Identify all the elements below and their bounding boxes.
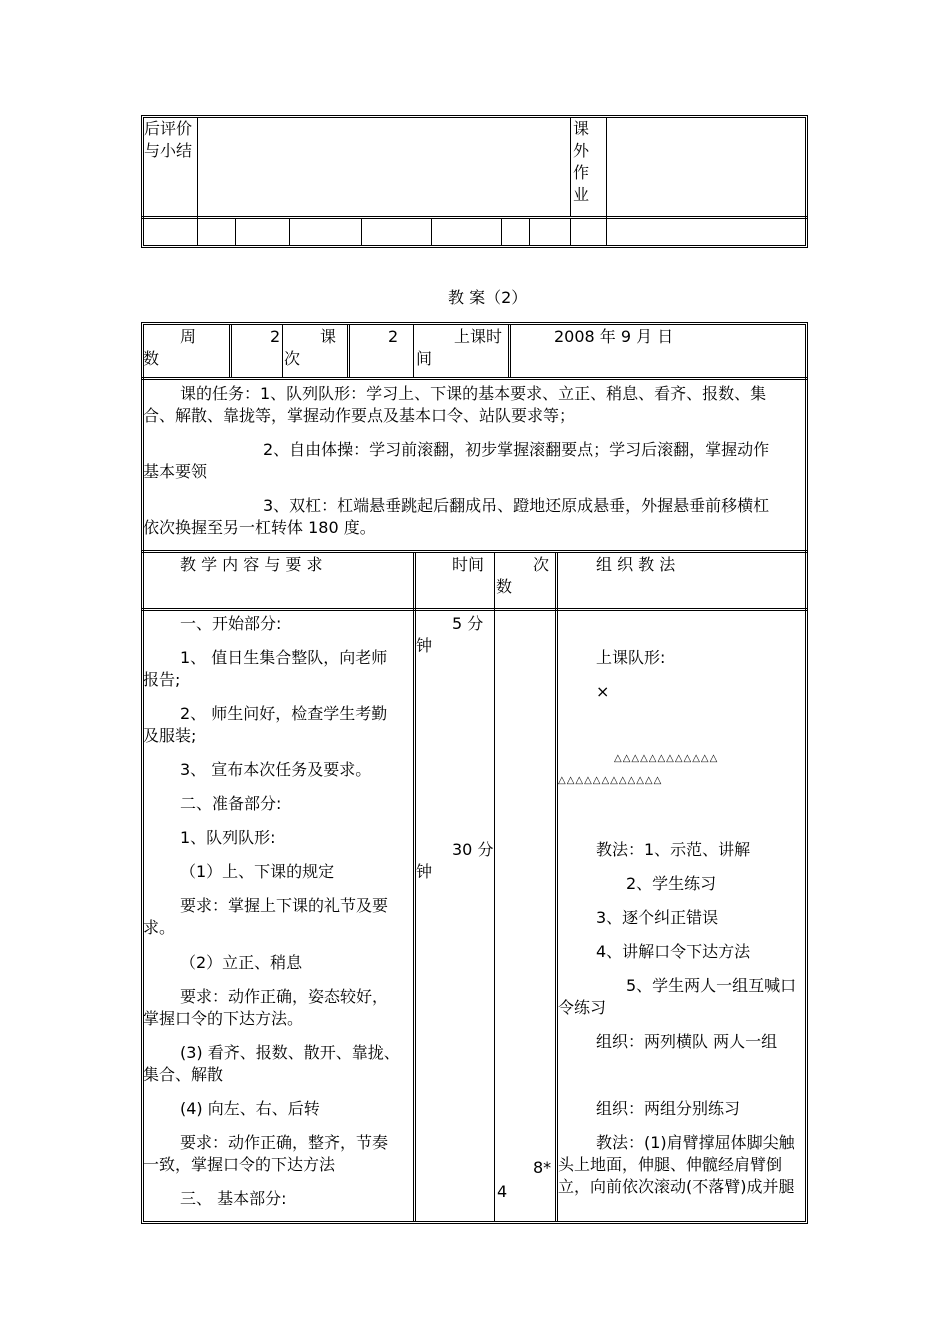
top-table-cell-divider [570, 218, 571, 246]
class-date: 2008 年 9 月 日 [554, 327, 674, 346]
top-table-cell-divider [529, 218, 530, 246]
content-col-divider [494, 552, 495, 1222]
formation-cross-mark: × [596, 682, 610, 701]
evaluation-label-line2: 与小结 [144, 141, 193, 160]
homework-label-char: 业 [573, 185, 590, 204]
content-line: （1）上、下课的规定 [180, 862, 335, 881]
header-col-divider [347, 324, 350, 378]
task-line: 基本要领 [143, 462, 208, 481]
method-line: 4、讲解口令下达方法 [596, 942, 751, 961]
content-line: 要求：掌握上下课的礼节及要 [180, 896, 389, 915]
lesson-label-2: 次 [284, 349, 301, 368]
content-line: 2、 师生问好，检查学生考勤 [180, 704, 388, 723]
header-col-divider [229, 324, 232, 378]
top-table-col-divider [570, 117, 571, 217]
top-table-cell-divider [289, 218, 290, 246]
method-column-header: 组 织 教 法 [596, 555, 676, 574]
content-line: 1、 值日生集合整队，向老师 [180, 648, 388, 667]
task-line: 2、自由体操：学习前滚翻，初步掌握滚翻要点；学习后滚翻，掌握动作 [263, 440, 770, 459]
page-title: 教 案（2） [448, 288, 528, 307]
time-column-header: 时间 [452, 555, 485, 574]
count-value: 4 [497, 1182, 508, 1201]
top-table-cell-divider [361, 218, 362, 246]
count-value: 8* [533, 1158, 552, 1177]
homework-label-char: 外 [573, 141, 590, 160]
method-line: 上课队形: [596, 648, 666, 667]
top-table-cell-divider [431, 218, 432, 246]
method-line: 组织：两组分别练习 [596, 1099, 741, 1118]
lesson-table-row-divider [141, 377, 808, 380]
evaluation-label-line1: 后评价 [144, 119, 193, 138]
formation-triangle-row: △△△△△△△△△△△△ [558, 775, 663, 786]
content-line: 求。 [143, 918, 176, 937]
content-line: 1、队列队形: [180, 828, 276, 847]
method-line: 5、学生两人一组互喊口 [626, 976, 797, 995]
top-table-col-divider [197, 117, 198, 246]
content-line: (3) 看齐、报数、散开、靠拢、 [180, 1043, 400, 1062]
content-col-divider [555, 552, 558, 1222]
method-line: 教法：(1)肩臂撑屈体脚尖触 [596, 1133, 795, 1152]
task-line: 课的任务：1、队列队形：学习上、下课的基本要求、立正、稍息、看齐、报数、集 [180, 384, 767, 403]
method-line: 令练习 [558, 998, 607, 1017]
lesson-table-row-divider [141, 608, 808, 611]
header-col-divider [508, 324, 511, 378]
top-table-col-divider [606, 117, 607, 246]
time-value: 5 分 [452, 614, 484, 633]
content-line: 集合、解散 [143, 1065, 224, 1084]
method-line: 教法：1、示范、讲解 [596, 840, 751, 859]
homework-label-char: 作 [573, 163, 590, 182]
top-table-frame [141, 115, 808, 248]
header-col-divider [413, 324, 414, 378]
week-label: 周 [180, 327, 197, 346]
header-col-divider [282, 324, 283, 378]
content-line: 一、开始部分: [180, 614, 282, 633]
content-line: （2）立正、稍息 [180, 953, 303, 972]
time-value: 钟 [416, 636, 433, 655]
lesson-label: 课 [320, 327, 337, 346]
count-column-header: 次 [533, 555, 550, 574]
method-line: 立，向前依次滚动(不落臂)成并腿 [558, 1177, 795, 1196]
content-column-header: 教 学 内 容 与 要 求 [180, 555, 323, 574]
content-line: (4) 向左、右、后转 [180, 1099, 320, 1118]
homework-label-char: 课 [573, 119, 590, 138]
task-line: 3、双杠：杠端悬垂跳起后翻成吊、蹬地还原成悬垂，外握悬垂前移横杠 [263, 496, 770, 515]
week-value: 2 [270, 327, 281, 346]
task-line: 合、解散、靠拢等，掌握动作要点及基本口令、站队要求等； [143, 406, 576, 425]
time-value: 30 分 [452, 840, 494, 859]
content-line: 及服装; [143, 726, 197, 745]
top-table-cell-divider [235, 218, 236, 246]
top-table-row-divider [141, 216, 808, 219]
lesson-value: 2 [388, 327, 399, 346]
class-time-label-2: 间 [416, 349, 433, 368]
content-line: 3、 宣布本次任务及要求。 [180, 760, 372, 779]
content-line: 一致，掌握口令的下达方法 [143, 1155, 336, 1174]
content-line: 掌握口令的下达方法。 [143, 1009, 304, 1028]
method-line: 组织：两列横队 两人一组 [596, 1032, 778, 1051]
formation-triangle-row: △△△△△△△△△△△△ [614, 753, 719, 764]
week-label-2: 数 [143, 349, 160, 368]
content-line: 三、 基本部分: [180, 1189, 287, 1208]
lesson-table-row-divider [141, 550, 808, 553]
content-line: 要求：动作正确，整齐，节奏 [180, 1133, 389, 1152]
content-line: 报告; [143, 670, 181, 689]
class-time-label: 上课时 [454, 327, 503, 346]
count-column-header-2: 数 [496, 577, 513, 596]
method-line: 3、逐个纠正错误 [596, 908, 719, 927]
method-line: 头上地面，伸腿、伸髋经肩臂倒 [558, 1155, 783, 1174]
content-line: 二、准备部分: [180, 794, 282, 813]
content-line: 要求：动作正确，姿态较好， [180, 987, 389, 1006]
time-value: 钟 [416, 862, 433, 881]
task-line: 依次换握至另一杠转体 180 度。 [143, 518, 376, 537]
top-table-cell-divider [501, 218, 502, 246]
method-line: 2、学生练习 [626, 874, 717, 893]
